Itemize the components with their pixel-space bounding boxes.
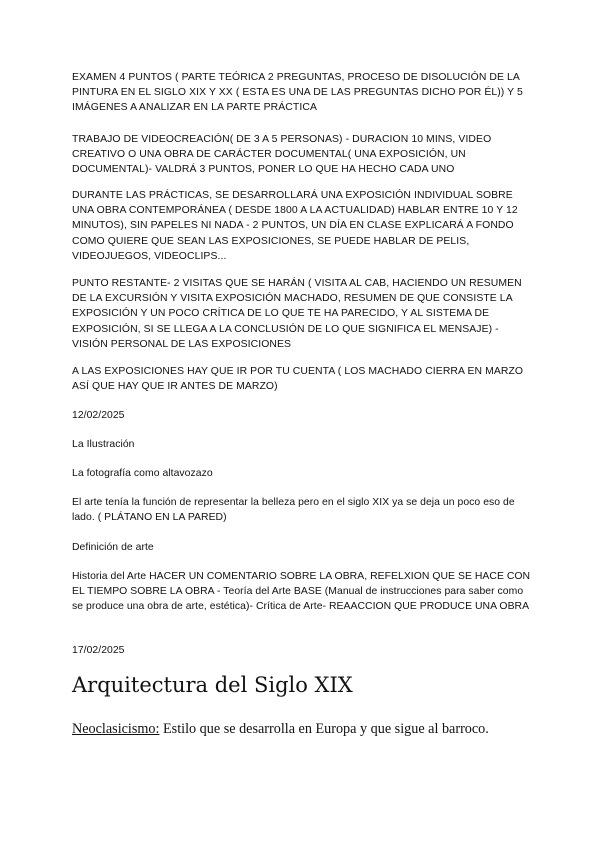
topic-definicion: Definición de arte [72,542,154,553]
date-1: 12/02/2025 [72,410,125,421]
section-heading: Arquitectura del Siglo XIX [72,673,353,697]
topic-ilustracion: La Ilustración [72,439,135,450]
topic-fotografia: La fotografía como altavozazo [72,468,213,479]
date-2: 17/02/2025 [72,645,125,656]
term-definition: Estilo que se desarrolla en Europa y que sigue al barroco. [159,721,489,737]
paragraph-visits: PUNTO RESTANTE- 2 VISITAS QUE SE HARÁN ( VISITA AL CAB, HACIENDO UN RESUMEN DE LA EXCURSIÓN Y VISITA EXPOSICIÓN MACHADO, RESUMEN DE QUE CONSISTE LA EXPOSICIÓN Y UN POCO CRÍTICA DE LO QUE TE HA PARECIDO, Y AL SISTEMA DE EXPOSICIÓN, SI SE LLEGA A LA CONCLUSIÓN DE LO QUE SIGNIFICA EL MENSAJE) - VISIÓN PERSONAL DE LAS EXPOSICIONES [72,278,522,350]
definition-line [72,719,489,739]
paragraph-art-history: Historia del Arte HACER UN COMENTARIO SOBRE LA OBRA, REFELXION QUE SE HACE CON EL TIEMPO SOBRE LA OBRA - Teoría del Arte BASE (Manual de instrucciones para saber como se produce una obra de arte, estética)- Crítica de Arte- REAACCION QUE PRODUCE UNA OBRA [72,571,531,613]
paragraph-exhibitions-note: A LAS EXPOSICIONES HAY QUE IR POR TU CUENTA ( LOS MACHADO CIERRA EN MARZO ASÍ QUE HAY QUE IR ANTES DE MARZO) [72,366,524,393]
paragraph-practice-presentation: DURANTE LAS PRÁCTICAS, SE DESARROLLARÁ UNA EXPOSICIÓN INDIVIDUAL SOBRE UNA OBRA CONTEMPORÁNEA ( DESDE 1800 A LA ACTUALIDAD) HABLAR ENTRE 10 Y 12 MINUTOS), SIN PAPELES NI NADA - 2 PUNTOS, UN DÍA EN CLASE EXPLICARÁ A FONDO COMO QUIERE QUE SEAN LAS EXPOSICIONES, SE PUEDE HABLAR DE PELIS, VIDEOJUEGOS, VIDEOCLIPS... [72,190,518,262]
paragraph-video-project: TRABAJO DE VIDEOCREACIÓN( DE 3 A 5 PERSONAS) - DURACION 10 MINS, VIDEO CREATIVO O UNA OBRA DE CARÁCTER DOCUMENTAL( UNA EXPOSICIÓN, UN DOCUMENTAL)- VALDRÁ 3 PUNTOS, PONER LO QUE HA HECHO CADA UNO [72,134,492,176]
paragraph-exam: EXAMEN 4 PUNTOS ( PARTE TEÓRICA 2 PREGUNTAS, PROCESO DE DISOLUCIÓN DE LA PINTURA EN EL SIGLO XIX Y XX ( ESTA ES UNA DE LAS PREGUNTAS DICHO POR ÉL)) Y 5 IMÁGENES A ANALIZAR EN LA PARTE PRÁCTICA [72,72,523,114]
paragraph-art-function: El arte tenía la función de representar la belleza pero en el siglo XIX ya se deja un poco eso de lado. ( PLÁTANO EN LA PARED) [72,497,515,524]
term-label: Neoclasicismo: [72,721,160,737]
